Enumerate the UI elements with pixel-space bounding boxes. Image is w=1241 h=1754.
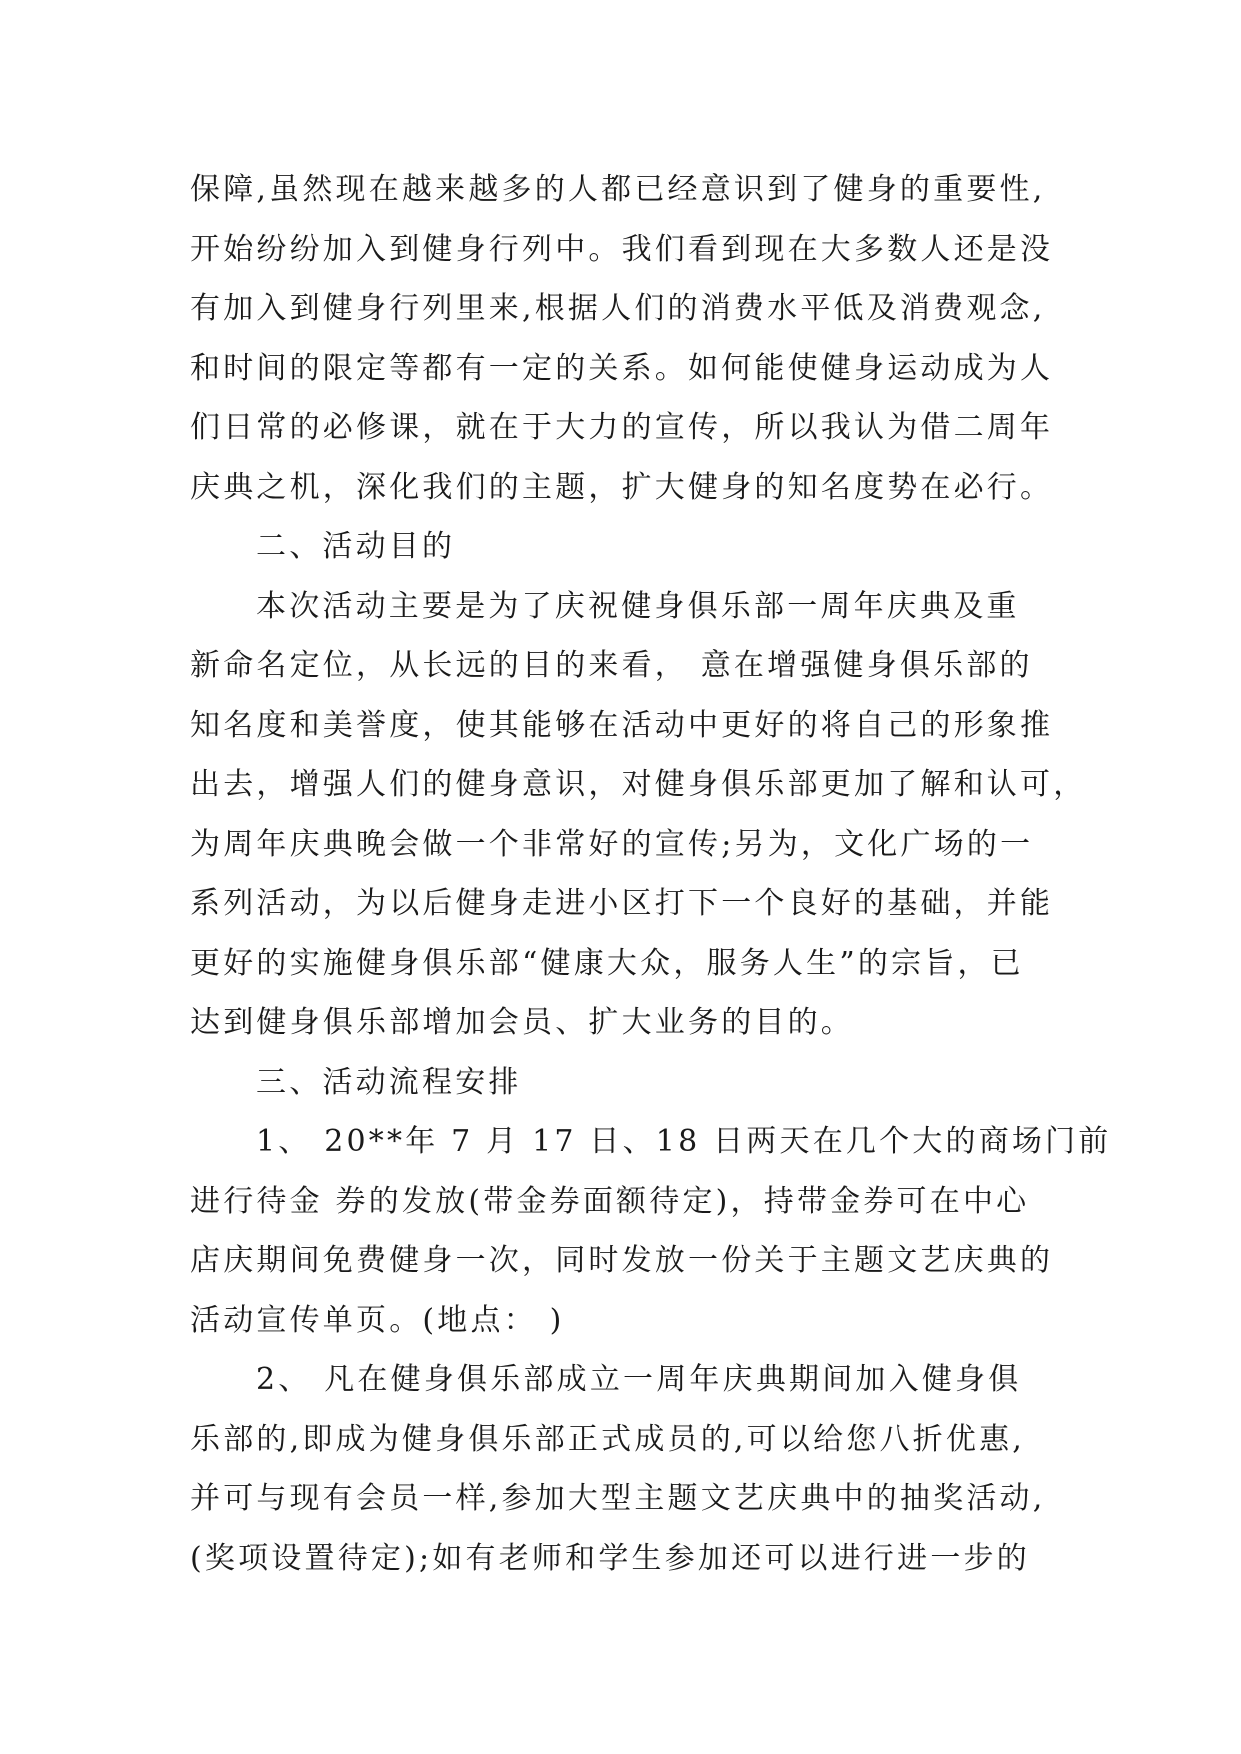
text-line: 本次活动主要是为了庆祝健身俱乐部一周年庆典及重	[256, 588, 1020, 624]
text-line: 二、活动目的	[256, 529, 456, 564]
text-line: 达到健身俱乐部增加会员、扩大业务的目的。	[190, 1005, 854, 1040]
text-line: 和时间的限定等都有一定的关系。如何能使健身运动成为人	[190, 350, 1054, 386]
text-line: 进行待金 券的发放(带金券面额待定)，持带金券可在中心	[190, 1183, 1030, 1219]
text-line: 新命名定位，从长远的目的来看， 意在增强健身俱乐部的	[190, 648, 1033, 683]
text-line: 1、 20**年 7 月 17 日、18 日两天在几个大的商场门前	[256, 1124, 1112, 1159]
document-body	[190, 160, 1112, 1588]
text-line: (奖项设置待定);如有老师和学生参加还可以进行进一步的	[190, 1540, 1030, 1576]
text-line: 出去，增强人们的健身意识，对健身俱乐部更加了解和认可，	[190, 767, 1087, 802]
text-line: 保障,虽然现在越来越多的人都已经意识到了健身的重要性,	[190, 172, 1046, 207]
text-line: 为周年庆典晚会做一个非常好的宣传;另为，文化广场的一	[190, 826, 1034, 862]
text-line: 有加入到健身行列里来,根据人们的消费水平低及消费观念,	[190, 291, 1046, 326]
text-line: 系列活动，为以后健身走进小区打下一个良好的基础，并能	[190, 886, 1054, 921]
text-line: 庆典之机，深化我们的主题，扩大健身的知名度势在必行。	[190, 469, 1054, 505]
text-line: 更好的实施健身俱乐部“健康大众，服务人生”的宗旨，已	[190, 945, 1024, 981]
text-line: 三、活动流程安排	[256, 1064, 522, 1100]
text-line: 活动宣传单页。(地点： )	[190, 1302, 565, 1338]
text-line: 2、 凡在健身俱乐部成立一周年庆典期间加入健身俱	[256, 1362, 1022, 1397]
text-line: 开始纷纷加入到健身行列中。我们看到现在大多数人还是没	[190, 231, 1054, 267]
text-line: 并可与现有会员一样,参加大型主题文艺庆典中的抽奖活动,	[190, 1481, 1046, 1516]
text-line: 店庆期间免费健身一次，同时发放一份关于主题文艺庆典的	[190, 1243, 1054, 1278]
text-line: 们日常的必修课，就在于大力的宣传，所以我认为借二周年	[190, 410, 1054, 445]
text-line: 乐部的,即成为健身俱乐部正式成员的,可以给您八折优惠,	[190, 1421, 1026, 1457]
text-line: 知名度和美誉度，使其能够在活动中更好的将自己的形象推	[190, 707, 1054, 743]
